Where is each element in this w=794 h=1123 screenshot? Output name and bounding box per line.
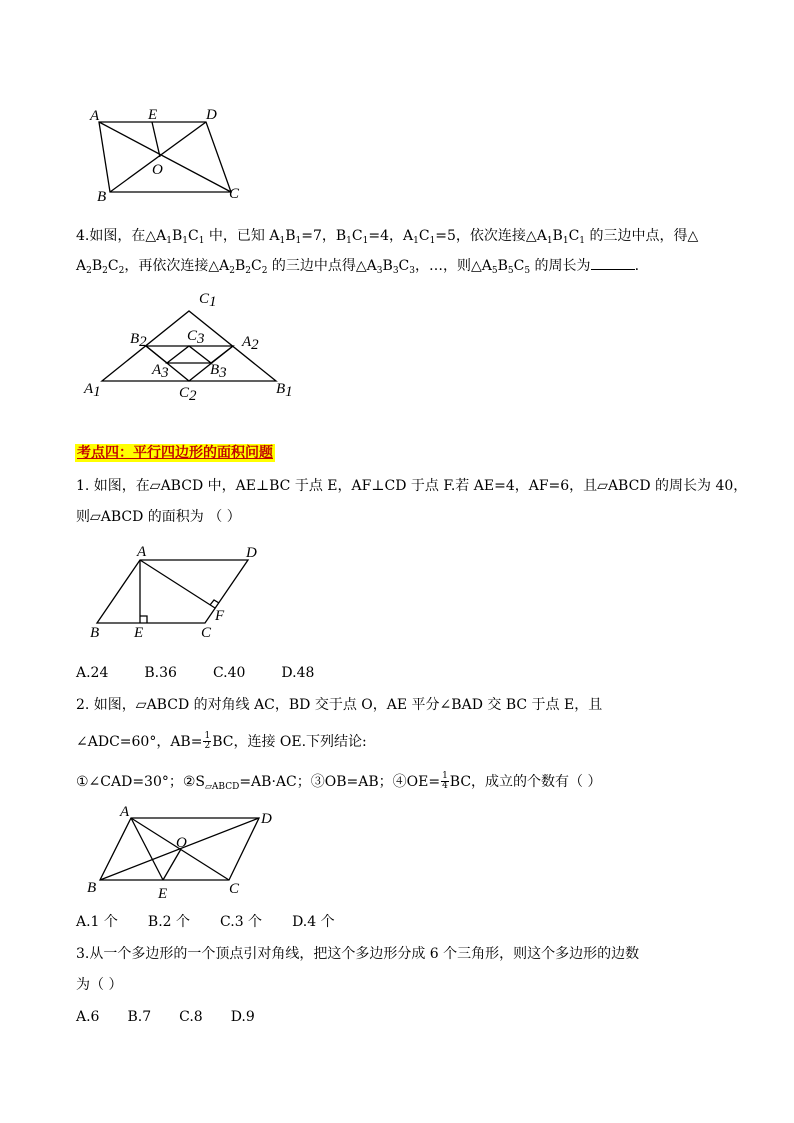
p1-line1: 1. 如图，在▱ABCD 中，AE⊥BC 于点 E，AF⊥CD 于点 F.若 AE=4，AF=6，且▱ABCD 的周长为 40， xyxy=(76,478,748,494)
option-b[interactable]: B.7 xyxy=(127,1009,152,1025)
label-e: E xyxy=(148,107,158,123)
label-a2: A2 xyxy=(242,334,259,353)
diagonal-bd xyxy=(110,122,206,192)
label-a3: A3 xyxy=(152,362,169,381)
section-heading: 考点四：平行四边形的面积问题 xyxy=(77,445,273,461)
p2-line3: ①∠CAD=30°；$②S_{▱ABCD}=AB\cdot AC$；③OB=AB；④OE= $\frac{1}{4}$ BC，成立的个数有（ ） xyxy=(76,770,602,792)
segment-b2-a3 xyxy=(146,346,167,363)
label-c: C xyxy=(201,625,212,641)
segment-a2-b3 xyxy=(211,346,233,363)
label-d: D xyxy=(206,107,217,123)
label-o: O xyxy=(152,162,163,178)
option-a[interactable]: A.24 xyxy=(76,665,109,681)
label-c: C xyxy=(229,186,240,202)
q4-line1: 4.如图，在$\triangle A_1B_1C_1$ 中，已知 $A_1B_1=7$，$B_1C_1=4$，$A_1C_1=5$，依次连接$\triangle A_1B_1C_1$ 的三边中点，得△ xyxy=(76,228,699,246)
p2-line1: 2. 如图，▱ABCD 的对角线 AC，BD 交于点 O，AE 平分∠BAD 交 BC 于点 E，且 xyxy=(76,697,603,713)
p1-line2: 则▱ABCD 的面积为 （ ） xyxy=(76,509,241,525)
segment-oe xyxy=(163,849,181,880)
label-a: A xyxy=(137,544,147,560)
p1-options xyxy=(76,663,350,683)
label-d: D xyxy=(246,545,257,561)
option-d[interactable]: D.4 个 xyxy=(292,914,335,930)
fraction-quarter: $\frac{1}{4}$ xyxy=(442,770,448,791)
option-a[interactable]: A.6 xyxy=(76,1009,100,1025)
option-d[interactable]: D.48 xyxy=(281,665,315,681)
label-c3: C3 xyxy=(187,328,205,347)
option-d[interactable]: D.9 xyxy=(230,1009,255,1025)
label-o: O xyxy=(176,835,187,851)
diagonal-ac xyxy=(99,122,231,192)
answer-blank[interactable] xyxy=(591,257,635,270)
label-b2: B2 xyxy=(130,331,147,350)
label-b: B xyxy=(90,625,100,641)
option-c[interactable]: C.40 xyxy=(212,665,246,681)
option-b[interactable]: B.36 xyxy=(144,665,177,681)
label-f: F xyxy=(215,608,225,624)
label-b: B xyxy=(87,880,97,896)
parallelogram-abcd xyxy=(97,560,248,623)
label-b1: B1 xyxy=(276,381,293,400)
right-angle-e xyxy=(140,616,147,623)
figure-midpoint-triangles xyxy=(0,285,794,405)
p3-options xyxy=(76,1007,291,1027)
bisector-ae xyxy=(131,818,163,880)
label-c2: C2 xyxy=(179,385,197,404)
height-af xyxy=(140,560,215,608)
label-d: D xyxy=(261,811,272,827)
label-c1: C1 xyxy=(199,291,217,310)
label-c: C xyxy=(229,881,240,897)
label-a: A xyxy=(120,804,130,820)
option-b[interactable]: B.2 个 xyxy=(147,914,191,930)
label-b: B xyxy=(97,189,107,205)
label-a: A xyxy=(90,108,100,124)
p3-line2: 为（ ） xyxy=(76,977,123,993)
figure-parallelogram-aedoc xyxy=(0,0,794,210)
label-e: E xyxy=(158,886,168,902)
q4-line2: $A_2B_2C_2$，再依次连接$\triangle A_2B_2C_2$ 的三边中点得$\triangle A_3B_3C_3$，…，则$\triangle A_5B_5C_5$ 的周长为 . xyxy=(76,258,640,276)
option-c[interactable]: C.8 xyxy=(179,1009,203,1025)
p2-options xyxy=(76,912,371,932)
figure-parallelogram-heights xyxy=(0,540,794,650)
label-a1: A1 xyxy=(84,381,101,400)
p3-line1: 3.从一个多边形的一个顶点引对角线，把这个多边形分成 6 个三角形，则这个多边形的边数 xyxy=(76,946,640,962)
option-c[interactable]: C.3 个 xyxy=(220,914,263,930)
triangle-a3b3c3 xyxy=(167,346,211,363)
label-e: E xyxy=(134,625,144,641)
label-b3: B3 xyxy=(210,362,227,381)
fraction-half: $\frac{1}{2}$ xyxy=(204,730,211,751)
figure-parallelogram-bisector xyxy=(0,800,794,905)
option-a[interactable]: A.1 个 xyxy=(76,914,118,930)
p2-line2: ∠ADC=60°，AB= $\frac{1}{2}$ BC，连接 OE.下列结论: xyxy=(76,730,367,751)
